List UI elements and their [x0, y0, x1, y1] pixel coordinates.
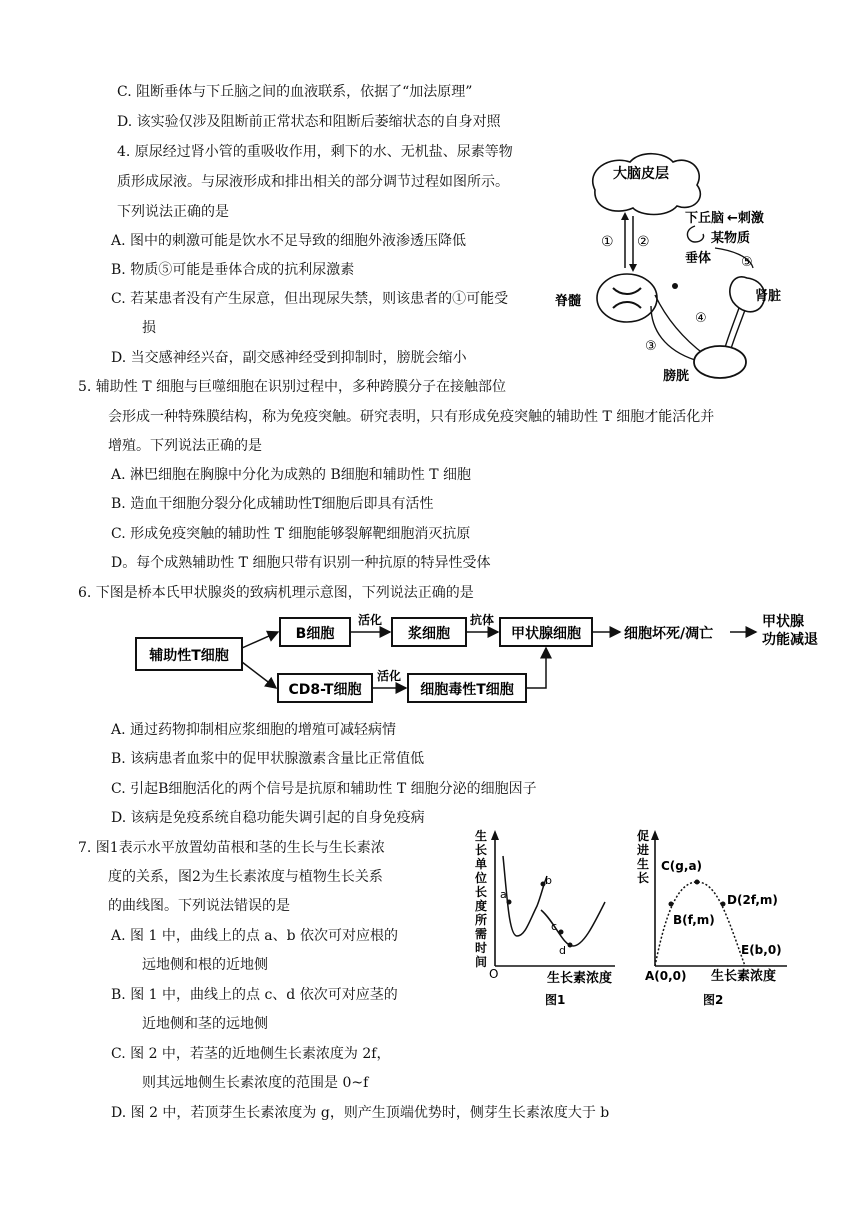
svg-text:所: 所	[475, 913, 488, 927]
pathway-3-label: ③	[645, 339, 657, 354]
hypothalamus-label: 下丘脑	[685, 211, 725, 226]
g1-ylabel-1: 生	[475, 829, 488, 843]
graph-1	[474, 828, 615, 1007]
result-label-2: 功能减退	[762, 632, 818, 648]
q3-option-d: D. 该实验仅涉及阻断前正常状态和阻断后萎缩状态的自身对照	[117, 114, 501, 130]
q4-option-b: B. 物质⑤可能是垂体合成的抗利尿激素	[111, 262, 355, 278]
pathway-5-label: ⑤	[741, 255, 753, 270]
antibody-label: 抗体	[469, 613, 495, 627]
substance-label: 某物质	[711, 231, 751, 246]
q7-option-c: C. 图 2 中，若茎的近地侧生长素浓度为 2f，	[111, 1046, 391, 1062]
q6-option-d: D. 该病是免疫系统自稳功能失调引起的自身免疫病	[111, 810, 425, 826]
svg-text:度: 度	[475, 899, 488, 913]
svg-text:长: 长	[637, 871, 650, 885]
q4-stem-1: 4. 原尿经过肾小管的重吸收作用，剩下的水、无机盐、尿素等物	[117, 144, 513, 160]
svg-text:进: 进	[637, 843, 650, 857]
g2-point-d: D(2f,m)	[727, 893, 778, 907]
g1-point-c: c	[551, 920, 558, 933]
g1-point-b: b	[545, 874, 552, 887]
q6-stem: 6. 下图是桥本氏甲状腺炎的致病机理示意图，下列说法正确的是	[78, 585, 474, 601]
svg-text:位: 位	[475, 871, 488, 885]
q4-stem-3: 下列说法正确的是	[117, 204, 229, 220]
svg-text:促: 促	[637, 829, 650, 843]
q4-option-a: A. 图中的刺激可能是饮水不足导致的细胞外液渗透压降低	[111, 233, 467, 249]
pathway-4-label: ④	[695, 311, 707, 326]
q5-stem-3: 增殖。下列说法正确的是	[108, 438, 262, 454]
bladder-label: 膀胱	[663, 369, 690, 384]
q4-option-c-cont: 损	[142, 320, 156, 336]
q6-option-a: A. 通过药物抑制相应浆细胞的增殖可减轻病情	[111, 722, 397, 738]
q4-stem-2: 质形成尿液。与尿液形成和排出相关的部分调节过程如图所示。	[117, 174, 509, 190]
g2-point-a: A(0,0)	[645, 969, 687, 983]
q7-stem-3: 的曲线图。下列说法错误的是	[108, 898, 290, 914]
g2-xlabel: 生长素浓度	[711, 969, 777, 984]
g1-caption: 图1	[545, 993, 566, 1007]
graph-2	[636, 828, 787, 1007]
auxin-graphs-figure	[465, 826, 795, 1008]
q5-option-c: C. 形成免疫突触的辅助性 T 细胞能够裂解靶细胞消灭抗原	[111, 526, 471, 542]
activate-label-2: 活化	[376, 669, 402, 683]
svg-text:时: 时	[475, 941, 488, 955]
g2-caption: 图2	[703, 993, 724, 1007]
result-label-1: 甲状腺	[762, 614, 804, 630]
cortex-shape	[593, 154, 701, 215]
urination-regulation-figure	[555, 150, 795, 385]
b-cell-box: B细胞	[295, 626, 335, 642]
helper-t-box: 辅助性T细胞	[149, 648, 229, 664]
q7-option-b-cont: 近地侧和茎的远地侧	[142, 1016, 268, 1032]
q4-option-d: D. 当交感神经兴奋，副交感神经受到抑制时，膀胱会缩小	[111, 350, 467, 366]
q7-option-b: B. 图 1 中，曲线上的点 c、d 依次可对应茎的	[111, 987, 398, 1003]
cytotoxic-t-box: 细胞毒性T细胞	[420, 682, 514, 698]
q6-option-c: C. 引起B细胞活化的两个信号是抗原和辅助性 T 细胞分泌的细胞因子	[111, 781, 537, 797]
cell-death-label: 细胞坏死/凋亡	[624, 626, 714, 642]
pathway-2-label: ②	[637, 234, 650, 250]
cd8-t-box: CD8-T细胞	[288, 682, 362, 698]
g2-point-e: E(b,0)	[741, 943, 782, 957]
spinal-label: 脊髓	[555, 294, 582, 309]
q5-option-a: A. 淋巴细胞在胸腺中分化为成熟的 B细胞和辅助性 T 细胞	[111, 467, 471, 483]
q7-stem-1: 7. 图1表示水平放置幼苗根和茎的生长与生长素浓	[78, 840, 385, 856]
q7-option-a: A. 图 1 中，曲线上的点 a、b 依次可对应根的	[111, 928, 399, 944]
activate-label-1: 活化	[357, 613, 383, 627]
q4-option-c: C. 若某患者没有产生尿意，但出现尿失禁，则该患者的①可能受	[111, 291, 509, 307]
thyroid-cell-box: 甲状腺细胞	[511, 626, 581, 642]
g1-origin: O	[489, 967, 499, 981]
g1-ylabel-2: 长	[475, 843, 488, 857]
q5-stem-2: 会形成一种特殊膜结构，称为免疫突触。研究表明，只有形成免疫突触的辅助性 T 细胞才能活化并	[108, 409, 715, 425]
pituitary-label: 垂体	[685, 251, 712, 266]
svg-text:长: 长	[475, 885, 488, 899]
svg-text:生: 生	[637, 857, 650, 871]
bladder-shape	[694, 346, 746, 378]
q6-option-b: B. 该病患者血浆中的促甲状腺激素含量比正常值低	[111, 751, 425, 767]
svg-text:单: 单	[475, 857, 488, 871]
spinal-cord-shape	[597, 274, 657, 322]
q7-option-d: D. 图 2 中，若顶芽生长素浓度为 g，则产生顶端优势时，侧芽生长素浓度大于 b	[111, 1105, 610, 1121]
kidney-label: 肾脏	[755, 289, 782, 304]
g1-point-d: d	[559, 944, 566, 957]
cortex-label: 大脑皮层	[613, 166, 669, 182]
svg-text:需: 需	[475, 927, 488, 941]
g1-xlabel: 生长素浓度	[547, 971, 613, 986]
q5-option-d: D。每个成熟辅助性 T 细胞只带有识别一种抗原的特异性受体	[111, 555, 491, 571]
q7-stem-2: 度的关系，图2为生长素浓度与植物生长关系	[108, 869, 383, 885]
q3-option-c: C. 阻断垂体与下丘脑之间的血液联系，依据了“加法原理”	[117, 84, 473, 100]
stimulus-label: ←刺激	[727, 211, 764, 226]
q7-option-c-cont: 则其远地侧生长素浓度的范围是 0~f	[142, 1075, 369, 1091]
svg-text:间: 间	[475, 955, 488, 969]
pathway-1-label: ①	[601, 234, 614, 250]
hashimoto-mechanism-figure	[130, 608, 830, 708]
g2-point-c: C(g,a)	[661, 859, 703, 873]
plasma-cell-box: 浆细胞	[408, 626, 450, 642]
g1-point-a: a	[500, 888, 507, 901]
g2-point-b: B(f,m)	[673, 913, 715, 927]
q5-stem-1: 5. 辅助性 T 细胞与巨噬细胞在识别过程中，多种跨膜分子在接触部位	[78, 379, 507, 395]
q5-option-b: B. 造血干细胞分裂分化成辅助性T细胞后即具有活性	[111, 496, 434, 512]
q7-option-a-cont: 远地侧和根的近地侧	[142, 957, 268, 973]
